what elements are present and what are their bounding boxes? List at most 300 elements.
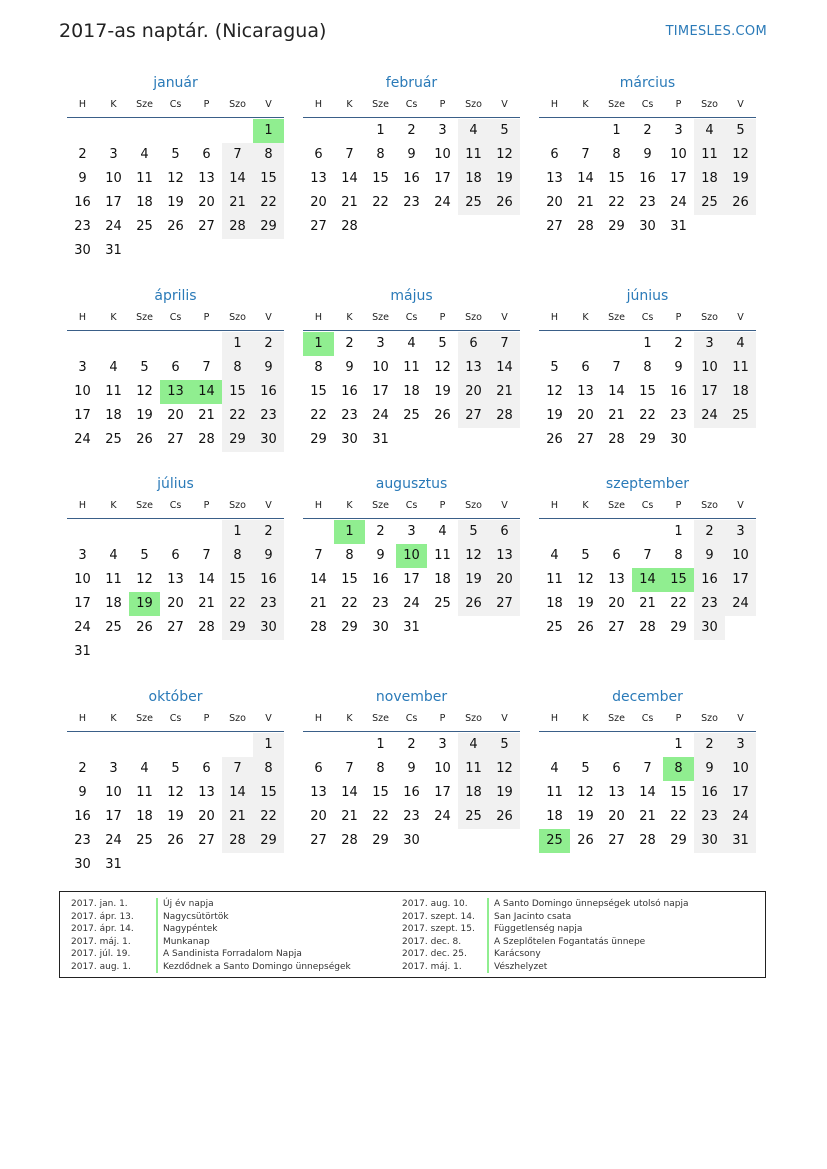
day-cell: 13 [608,785,625,800]
day-cell: 15 [310,384,327,399]
weekday-header [539,494,756,519]
day-cell: 29 [372,833,389,848]
week-row [539,380,756,404]
day-cell: 14 [198,572,215,587]
weekday-label: H [78,312,87,323]
weekday-label: P [439,713,446,724]
day-cell: 14 [191,380,222,404]
day-cell: 22 [341,596,358,611]
day-cell: 12 [725,143,756,167]
day-cell: 1 [643,336,652,351]
empty-day-cell [191,733,222,757]
day-cell: 16 [670,384,687,399]
weekday-label: H [78,713,87,724]
day-cell: 8 [314,360,323,375]
empty-day-cell [427,215,458,239]
day-cell: 20 [489,568,520,592]
day-cell: 20 [198,195,215,210]
empty-day-cell [67,733,98,757]
week-row [67,191,284,215]
day-cell: 6 [489,520,520,544]
weekday-header [67,494,284,519]
holiday-row [60,936,351,949]
day-cell: 21 [639,596,656,611]
day-cell: 9 [78,171,87,186]
day-cell: 8 [643,360,652,375]
day-cell: 15 [222,380,253,404]
week-row [67,640,284,664]
day-cell: 5 [140,548,149,563]
day-cell: 26 [489,805,520,829]
day-cell: 13 [458,356,489,380]
day-cell: 27 [608,620,625,635]
day-cell: 3 [674,123,683,138]
month-calendar [539,286,756,452]
weekday-label: Szo [701,500,718,511]
day-cell: 26 [458,592,489,616]
day-cell: 28 [310,620,327,635]
day-cell: 13 [167,572,184,587]
day-cell: 17 [74,596,91,611]
day-cell: 22 [372,195,389,210]
weekday-header [539,306,756,331]
day-cell: 15 [372,171,389,186]
day-cell: 23 [74,833,91,848]
day-cell: 9 [643,147,652,162]
empty-day-cell [129,520,160,544]
day-cell: 1 [334,520,365,544]
day-cell: 28 [608,432,625,447]
weekday-label: V [737,99,744,110]
day-cell: 26 [167,219,184,234]
empty-day-cell [570,520,601,544]
day-cell: 15 [670,785,687,800]
day-cell: 19 [458,568,489,592]
day-cell: 16 [372,572,389,587]
week-row [303,757,520,781]
empty-day-cell [427,829,458,853]
empty-day-cell [98,119,129,143]
day-cell: 20 [577,408,594,423]
weekday-label: Szo [229,312,246,323]
day-cell: 2 [345,336,354,351]
weekday-label: H [550,312,559,323]
day-cell: 9 [694,544,725,568]
month-name: október [148,689,203,705]
day-cell: 22 [608,195,625,210]
day-cell: 5 [171,761,180,776]
empty-day-cell [458,215,489,239]
day-cell: 8 [222,356,253,380]
day-cell: 21 [577,195,594,210]
day-cell: 2 [674,336,683,351]
day-cell: 17 [105,195,122,210]
holiday-date: 2017. máj. 1. [71,936,131,947]
day-cell: 29 [310,432,327,447]
weekday-label: K [110,99,117,110]
day-cell: 11 [458,757,489,781]
empty-day-cell [539,520,570,544]
day-cell: 21 [341,809,358,824]
day-cell: 13 [546,171,563,186]
day-cell: 15 [253,167,284,191]
day-cell: 3 [438,123,447,138]
day-cell: 5 [458,520,489,544]
day-cell: 14 [632,568,663,592]
weekday-label: Cs [641,99,654,110]
day-cell: 30 [74,243,91,258]
day-cell: 15 [663,568,694,592]
week-row [67,356,284,380]
holiday-date: 2017. aug. 1. [71,961,131,972]
day-cell: 5 [489,733,520,757]
day-cell: 7 [643,548,652,563]
day-cell: 28 [489,404,520,428]
day-cell: 19 [129,592,160,616]
week-row [67,805,284,829]
holiday-name: Új év napja [156,898,214,911]
empty-day-cell [160,640,191,664]
week-row [303,332,520,356]
day-cell: 26 [136,432,153,447]
day-cell: 23 [403,809,420,824]
week-row [67,757,284,781]
day-cell: 22 [253,805,284,829]
day-cell: 4 [438,524,447,539]
empty-day-cell [458,829,489,853]
day-cell: 28 [222,215,253,239]
day-cell: 23 [253,592,284,616]
week-row [539,544,756,568]
empty-day-cell [222,239,253,263]
day-cell: 2 [694,520,725,544]
day-cell: 25 [105,432,122,447]
day-cell: 29 [253,215,284,239]
empty-day-cell [160,733,191,757]
day-cell: 9 [694,757,725,781]
empty-day-cell [253,853,284,877]
weekday-label: Sze [608,312,625,323]
empty-day-cell [396,428,427,452]
day-cell: 10 [74,384,91,399]
weekday-label: Cs [405,312,418,323]
holiday-row [391,936,689,949]
day-cell: 5 [725,119,756,143]
day-cell: 18 [694,167,725,191]
day-cell: 3 [694,332,725,356]
weekday-label: P [675,312,682,323]
day-cell: 25 [105,620,122,635]
day-cell: 7 [202,548,211,563]
weekday-label: Cs [641,500,654,511]
holiday-name: A Szeplőtelen Fogantatás ünnepe [487,936,645,949]
week-row [539,757,756,781]
weekday-label: H [314,500,323,511]
holiday-name: Vészhelyzet [487,961,547,974]
day-cell: 28 [198,432,215,447]
day-cell: 28 [341,219,358,234]
day-cell: 6 [314,147,323,162]
day-cell: 27 [310,219,327,234]
holiday-column-left [60,898,351,973]
day-cell: 19 [489,167,520,191]
day-cell: 6 [171,548,180,563]
day-cell: 18 [434,572,451,587]
day-cell: 15 [222,568,253,592]
day-cell: 17 [670,171,687,186]
day-cell: 14 [577,171,594,186]
day-cell: 13 [489,544,520,568]
empty-day-cell [129,332,160,356]
empty-day-cell [601,332,632,356]
weekday-label: H [314,713,323,724]
empty-day-cell [570,119,601,143]
day-cell: 29 [253,829,284,853]
month-calendar [303,474,520,640]
day-cell: 28 [577,219,594,234]
day-cell: 10 [434,147,451,162]
day-cell: 15 [253,781,284,805]
week-row [303,520,520,544]
day-cell: 18 [105,408,122,423]
day-cell: 3 [438,737,447,752]
day-cell: 30 [670,432,687,447]
day-cell: 6 [458,332,489,356]
week-row [303,356,520,380]
month-name: március [619,75,676,91]
day-cell: 25 [725,404,756,428]
day-cell: 18 [546,596,563,611]
week-row [539,781,756,805]
weekday-label: Sze [136,312,153,323]
day-cell: 1 [222,332,253,356]
holiday-date: 2017. jan. 1. [71,899,128,909]
day-cell: 3 [109,147,118,162]
day-cell: 30 [341,432,358,447]
empty-day-cell [489,428,520,452]
empty-day-cell [253,640,284,664]
day-cell: 24 [403,596,420,611]
day-cell: 12 [458,544,489,568]
week-row [67,733,284,757]
day-cell: 3 [78,548,87,563]
day-cell: 19 [434,384,451,399]
empty-day-cell [129,119,160,143]
day-cell: 20 [458,380,489,404]
day-cell: 25 [458,191,489,215]
holiday-name: Munkanap [156,936,210,949]
empty-day-cell [160,853,191,877]
day-cell: 12 [167,171,184,186]
weekday-label: Cs [169,500,182,511]
weekday-label: V [501,500,508,511]
day-cell: 30 [74,857,91,872]
day-cell: 6 [171,360,180,375]
holiday-list [59,891,766,978]
week-row [539,428,756,452]
day-cell: 8 [612,147,621,162]
day-cell: 26 [434,408,451,423]
day-cell: 25 [136,219,153,234]
empty-day-cell [67,332,98,356]
weekday-label: V [501,713,508,724]
week-row [539,592,756,616]
day-cell: 31 [105,857,122,872]
empty-day-cell [539,332,570,356]
day-cell: 22 [670,809,687,824]
day-cell: 2 [407,123,416,138]
day-cell: 14 [222,167,253,191]
holiday-name: Kezdődnek a Santo Domingo ünnepségek [156,961,351,974]
day-cell: 12 [136,384,153,399]
day-cell: 9 [253,356,284,380]
day-cell: 31 [74,644,91,659]
empty-day-cell [303,119,334,143]
day-cell: 16 [74,809,91,824]
day-cell: 28 [639,833,656,848]
day-cell: 17 [434,171,451,186]
empty-day-cell [489,215,520,239]
day-cell: 23 [403,195,420,210]
holiday-row [391,898,689,911]
month-name: július [157,476,194,492]
day-cell: 29 [341,620,358,635]
empty-day-cell [539,733,570,757]
day-cell: 17 [403,572,420,587]
day-cell: 10 [105,171,122,186]
empty-day-cell [601,520,632,544]
day-cell: 21 [341,195,358,210]
day-cell: 31 [372,432,389,447]
weekday-label: K [110,500,117,511]
weekday-label: P [203,312,210,323]
day-cell: 27 [489,592,520,616]
day-cell: 18 [136,809,153,824]
week-row [303,805,520,829]
day-cell: 14 [222,781,253,805]
day-cell: 18 [458,781,489,805]
day-cell: 10 [694,356,725,380]
week-row [539,404,756,428]
day-cell: 14 [341,785,358,800]
day-cell: 5 [581,761,590,776]
empty-day-cell [570,733,601,757]
day-cell: 2 [694,733,725,757]
day-cell: 16 [403,171,420,186]
week-row [539,805,756,829]
month-calendar [67,286,284,452]
day-cell: 30 [694,616,725,640]
week-row [67,616,284,640]
weekday-label: P [439,99,446,110]
day-cell: 9 [376,548,385,563]
week-row [539,167,756,191]
empty-day-cell [725,616,756,640]
week-row [539,143,756,167]
day-cell: 7 [222,143,253,167]
weekday-label: P [675,99,682,110]
day-cell: 16 [74,195,91,210]
day-cell: 5 [581,548,590,563]
day-cell: 11 [725,356,756,380]
weekday-label: V [501,312,508,323]
holiday-row [391,923,689,936]
day-cell: 14 [608,384,625,399]
weekday-label: K [346,99,353,110]
month-name: február [385,75,438,91]
weekday-label: Szo [701,713,718,724]
empty-day-cell [129,853,160,877]
month-name: április [154,288,197,304]
day-cell: 10 [725,757,756,781]
day-cell: 30 [639,219,656,234]
week-row [303,592,520,616]
week-row [303,428,520,452]
day-cell: 9 [407,147,416,162]
day-cell: 1 [612,123,621,138]
day-cell: 9 [407,761,416,776]
empty-day-cell [334,119,365,143]
day-cell: 24 [372,408,389,423]
brand-link[interactable]: TIMESLES.COM [665,24,767,39]
weekday-label: Cs [405,500,418,511]
weekday-label: P [439,312,446,323]
empty-day-cell [98,332,129,356]
empty-day-cell [303,733,334,757]
holiday-row [60,923,351,936]
day-cell: 2 [78,761,87,776]
day-cell: 11 [694,143,725,167]
weekday-header [67,93,284,118]
holiday-name: Nagypéntek [156,923,218,936]
day-cell: 12 [546,384,563,399]
day-cell: 12 [136,572,153,587]
day-cell: 11 [136,171,153,186]
weekday-label: Cs [641,312,654,323]
empty-day-cell [694,215,725,239]
week-row [303,167,520,191]
day-cell: 26 [136,620,153,635]
day-cell: 29 [639,432,656,447]
day-cell: 18 [403,384,420,399]
holiday-row [60,911,351,924]
day-cell: 13 [608,572,625,587]
day-cell: 28 [222,829,253,853]
day-cell: 24 [74,432,91,447]
day-cell: 21 [222,191,253,215]
day-cell: 19 [577,596,594,611]
day-cell: 22 [253,191,284,215]
weekday-label: Cs [169,713,182,724]
day-cell: 11 [105,384,122,399]
day-cell: 10 [74,572,91,587]
holiday-name: A Santo Domingo ünnepségek utolsó napja [487,898,689,911]
day-cell: 5 [140,360,149,375]
empty-day-cell [570,332,601,356]
week-row [303,616,520,640]
day-cell: 2 [78,147,87,162]
day-cell: 1 [303,332,334,356]
week-row [67,239,284,263]
day-cell: 5 [438,336,447,351]
day-cell: 12 [577,572,594,587]
day-cell: 15 [608,171,625,186]
day-cell: 19 [136,408,153,423]
day-cell: 6 [581,360,590,375]
weekday-header [539,707,756,732]
week-row [303,404,520,428]
week-row [539,733,756,757]
